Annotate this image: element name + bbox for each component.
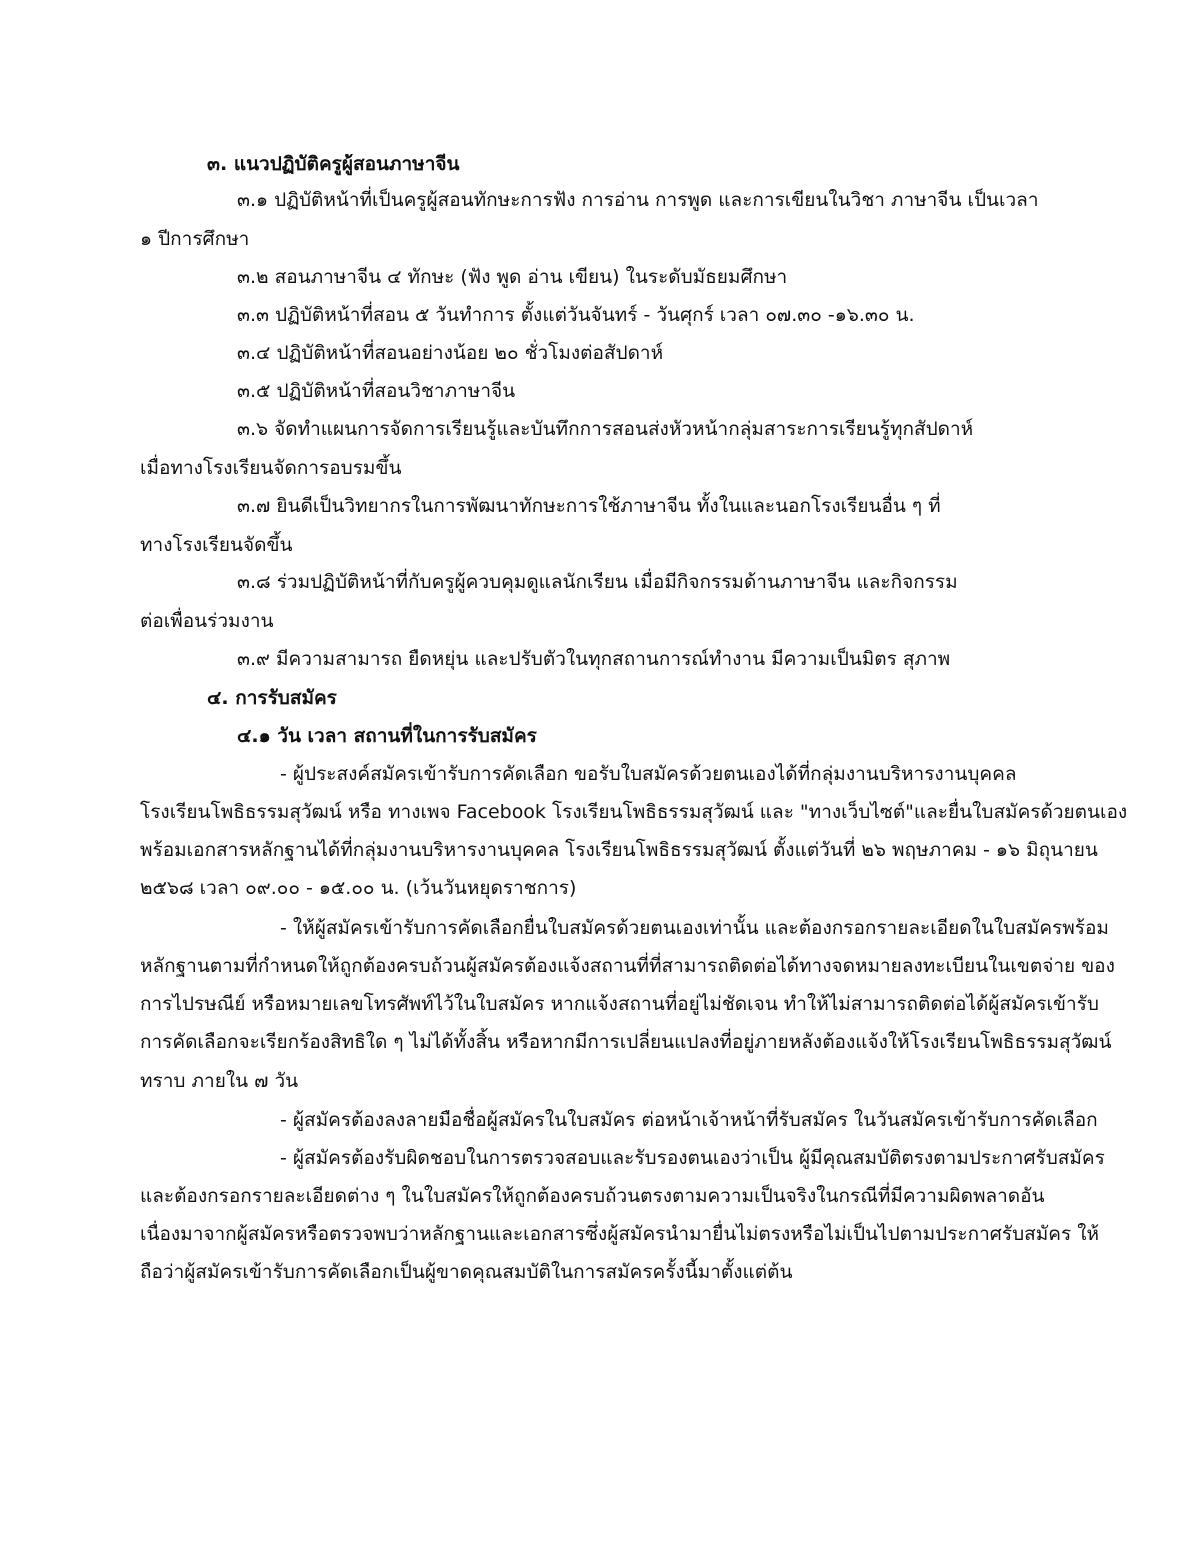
paragraph-2-line-2: หลักฐานตามที่กำหนดให้ถูกต้องครบถ้วนผู้สมัครต้องแจ้งสถานที่ที่สามารถติดต่อได้ทางจดหมายลงทะเบียนในเขตจ่าย ของ bbox=[140, 955, 1115, 977]
item-3-8-line-1: ๓.๘ ร่วมปฏิบัติหน้าที่กับครูผู้ควบคุมดูแลนักเรียน เมื่อมีกิจกรรมด้านภาษาจีน และกิจกรรม bbox=[237, 571, 958, 593]
item-3-7-line-2: ทางโรงเรียนจัดขึ้น bbox=[140, 534, 293, 556]
paragraph-2-line-5: ทราบ ภายใน ๗ วัน bbox=[140, 1070, 299, 1092]
item-3-4: ๓.๔ ปฏิบัติหน้าที่สอนอย่างน้อย ๒๐ ชั่วโมงต่อสัปดาห์ bbox=[237, 342, 664, 364]
section-4-1-heading: ๔.๑ วัน เวลา สถานที่ในการรับสมัคร bbox=[237, 725, 537, 747]
paragraph-4-line-2: และต้องกรอกรายละเอียดต่าง ๆ ในใบสมัครให้ถูกต้องครบถ้วนตรงตามความเป็นจริงในกรณีที่มีความผิดพลาดอัน bbox=[140, 1185, 1045, 1207]
paragraph-4-line-4: ถือว่าผู้สมัครเข้ารับการคัดเลือกเป็นผู้ขาดคุณสมบัติในการสมัครครั้งนี้มาตั้งแต่ต้น bbox=[140, 1261, 793, 1283]
item-3-2: ๓.๒ สอนภาษาจีน ๔ ทักษะ (ฟัง พูด อ่าน เขียน) ในระดับมัธยมศึกษา bbox=[237, 266, 788, 288]
paragraph-2-line-4: การคัดเลือกจะเรียกร้องสิทธิใด ๆ ไม่ได้ทั้งสิ้น หรือหากมีการเปลี่ยนแปลงที่อยู่ภายหลังต้องแจ้งให้โรงเรียนโพธิธรรมสุวัฒน์ bbox=[140, 1031, 1112, 1053]
paragraph-4-line-3: เนื่องมาจากผู้สมัครหรือตรวจพบว่าหลักฐานและเอกสารซึ่งผู้สมัครนำมายื่นไม่ตรงหรือไม่เป็นไปตามประกาศรับสมัคร ให้ bbox=[140, 1223, 1100, 1245]
item-3-5: ๓.๕ ปฏิบัติหน้าที่สอนวิชาภาษาจีน bbox=[237, 380, 516, 402]
item-3-1-line-2: ๑ ปีการศึกษา bbox=[140, 228, 250, 250]
section-4-heading: ๔. การรับสมัคร bbox=[207, 687, 337, 709]
paragraph-3-line-1: - ผู้สมัครต้องลงลายมือชื่อผู้สมัครในใบสมัคร ต่อหน้าเจ้าหน้าที่รับสมัคร ในวันสมัครเข้ารับการคัดเลือก bbox=[280, 1109, 1098, 1131]
item-3-6-line-1: ๓.๖ จัดทำแผนการจัดการเรียนรู้และบันทึกการสอนส่งหัวหน้ากลุ่มสาระการเรียนรู้ทุกสัปดาห์ bbox=[237, 418, 974, 440]
paragraph-4-line-1: - ผู้สมัครต้องรับผิดชอบในการตรวจสอบและรับรองตนเองว่าเป็น ผู้มีคุณสมบัติตรงตามประกาศรับสมัคร bbox=[280, 1147, 1105, 1169]
paragraph-1-line-2: โรงเรียนโพธิธรรมสุวัฒน์ หรือ ทางเพจ Facebook โรงเรียนโพธิธรรมสุวัฒน์ และ "ทางเว็บไซต์"และยื่นใบสมัครด้วยตนเอง bbox=[140, 801, 1128, 823]
item-3-6-line-2: เมื่อทางโรงเรียนจัดการอบรมขึ้น bbox=[140, 457, 402, 479]
item-3-7-line-1: ๓.๗ ยินดีเป็นวิทยากรในการพัฒนาทักษะการใช้ภาษาจีน ทั้งในและนอกโรงเรียนอื่น ๆ ที่ bbox=[237, 495, 941, 517]
paragraph-1-line-1: - ผู้ประสงค์สมัครเข้ารับการคัดเลือก ขอรับใบสมัครด้วยตนเองได้ที่กลุ่มงานบริหารงานบุคคล bbox=[280, 763, 1017, 785]
item-3-9: ๓.๙ มีความสามารถ ยืดหยุ่น และปรับตัวในทุกสถานการณ์ทำงาน มีความเป็นมิตร สุภาพ bbox=[237, 648, 951, 670]
paragraph-2-line-1: - ให้ผู้สมัครเข้ารับการคัดเลือกยื่นใบสมัครด้วยตนเองเท่านั้น และต้องกรอกรายละเอียดในใบสมัครพร้อม bbox=[280, 917, 1109, 939]
item-3-8-line-2: ต่อเพื่อนร่วมงาน bbox=[140, 610, 274, 632]
paragraph-1-line-4: ๒๕๖๘ เวลา ๐๙.๐๐ - ๑๕.๐๐ น. (เว้นวันหยุดราชการ) bbox=[140, 877, 577, 899]
item-3-3: ๓.๓ ปฏิบัติหน้าที่สอน ๕ วันทำการ ตั้งแต่วันจันทร์ - วันศุกร์ เวลา ๐๗.๓๐ -๑๖.๓๐ น. bbox=[237, 304, 915, 326]
paragraph-2-line-3: การไปรษณีย์ หรือหมายเลขโทรศัพท์ไว้ในใบสมัคร หากแจ้งสถานที่อยู่ไม่ชัดเจน ทำให้ไม่สามารถติดต่อได้ผู้สมัครเข้ารับ bbox=[140, 993, 1099, 1015]
section-3-heading: ๓. แนวปฏิบัติครูผู้สอนภาษาจีน bbox=[207, 153, 460, 175]
paragraph-1-line-3: พร้อมเอกสารหลักฐานได้ที่กลุ่มงานบริหารงานบุคคล โรงเรียนโพธิธรรมสุวัฒน์ ตั้งแต่วันที่ ๒๖ พฤษภาคม - ๑๖ มิถุนายน bbox=[140, 839, 1098, 861]
item-3-1-line-1: ๓.๑ ปฏิบัติหน้าที่เป็นครูผู้สอนทักษะการฟัง การอ่าน การพูด และการเขียนในวิชา ภาษาจีน เป็นเวลา bbox=[237, 189, 1039, 211]
